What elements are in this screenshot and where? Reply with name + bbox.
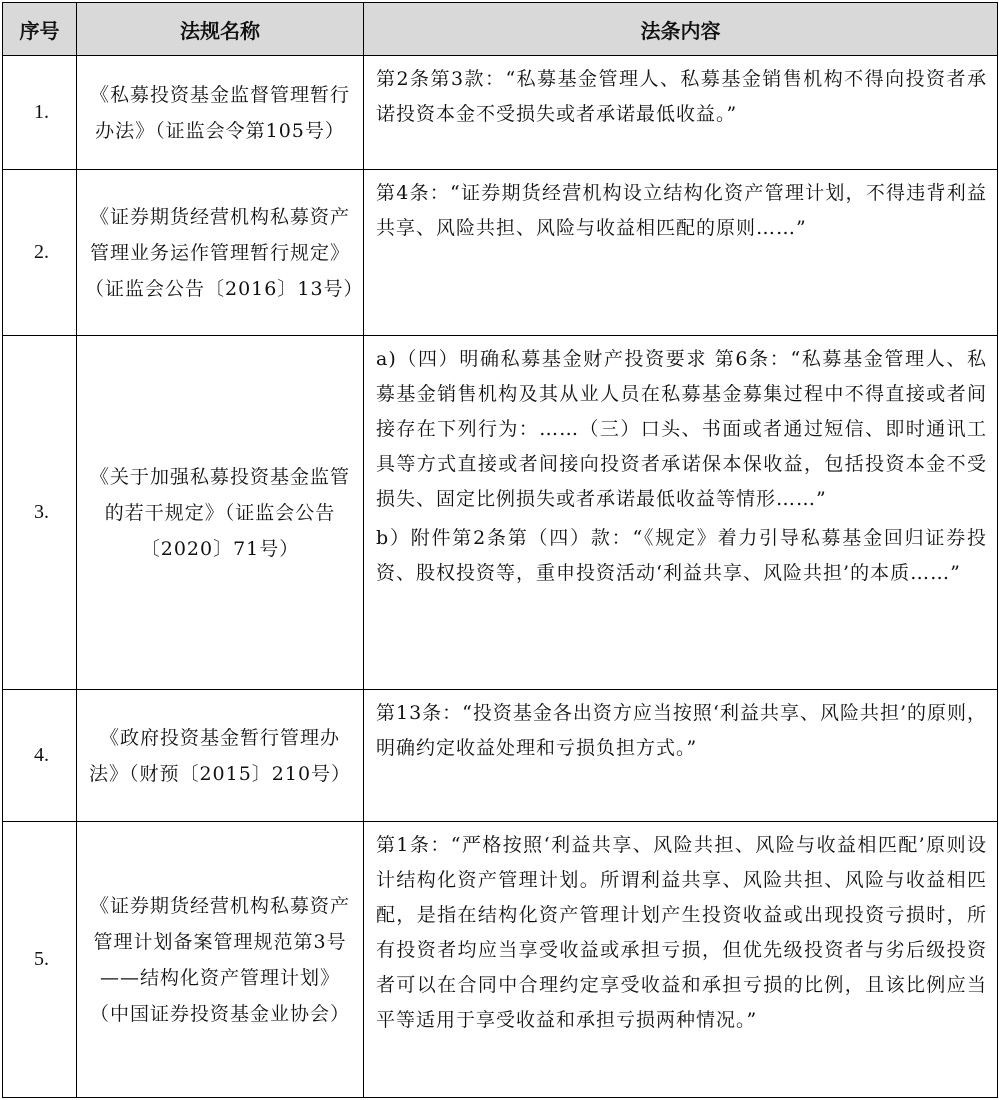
article-paragraph: a)（四）明确私募基金财产投资要求 第6条：“私募基金管理人、私募基金销售机构及其从业人员在私募基金募集过程中不得直接或者间接存在下列行为：……（三）口头、书面或者通过短信、即时通讯工具等方式直接或者间接向投资者承诺保本保收益，包括投资本金不受损失、固定比例损失或者承诺最低收益等情形……” <box>376 348 987 510</box>
regulation-name: 《政府投资基金暂行管理办法》（财预〔2015〕210号） <box>77 690 364 822</box>
article-paragraph: 第13条：“投资基金各出资方应当按照‘利益共享、风险共担’的原则，明确约定收益处理和亏损负担方式。” <box>376 702 987 759</box>
article-content <box>364 690 998 822</box>
header-row <box>3 3 998 56</box>
article-content <box>364 822 998 1098</box>
article-paragraph: b）附件第2条第（四）款：“《规定》着力引导私募基金回归证券投资、股权投资等，重申投资活动‘利益共享、风险共担’的本质……” <box>376 527 987 584</box>
article-paragraph: 第1条：“严格按照‘利益共享、风险共担、风险与收益相匹配’原则设计结构化资产管理计划。所谓利益共享、风险共担、风险与收益相匹配，是指在结构化资产管理计划产生投资收益或出现投资亏损时，所有投资者均应当享受收益或承担亏损，但优先级投资者与劣后级投资者可以在合同中合理约定享受收益和承担亏损的比例，且该比例应当平等适用于享受收益和承担亏损两种情况。” <box>376 834 987 1031</box>
regulation-name: 《证券期货经营机构私募资产管理业务运作管理暂行规定》（证监会公告〔2016〕13号） <box>77 170 364 336</box>
row-number: 4. <box>3 690 77 822</box>
table-row <box>3 170 998 336</box>
article-paragraph: 第4条：“证券期货经营机构设立结构化资产管理计划，不得违背利益共享、风险共担、风险与收益相匹配的原则……” <box>376 182 987 239</box>
header-article-content: 法条内容 <box>364 3 998 56</box>
article-content <box>364 56 998 170</box>
regulation-name: 《关于加强私募投资基金监管的若干规定》（证监会公告〔2020〕71号） <box>77 336 364 690</box>
regulations-table <box>2 2 998 1098</box>
table-row <box>3 56 998 170</box>
header-index: 序号 <box>3 3 77 56</box>
regulation-name: 《私募投资基金监督管理暂行办法》（证监会令第105号） <box>77 56 364 170</box>
table-row <box>3 822 998 1098</box>
article-paragraph: 第2条第3款：“私募基金管理人、私募基金销售机构不得向投资者承诺投资本金不受损失或者承诺最低收益。” <box>376 68 987 125</box>
table-row <box>3 690 998 822</box>
row-number: 3. <box>3 336 77 690</box>
article-content <box>364 170 998 336</box>
header-regulation-name: 法规名称 <box>77 3 364 56</box>
row-number: 1. <box>3 56 77 170</box>
regulation-name: 《证券期货经营机构私募资产管理计划备案管理规范第3号——结构化资产管理计划》（中国证券投资基金业协会） <box>77 822 364 1098</box>
table-row <box>3 336 998 690</box>
article-content <box>364 336 998 690</box>
row-number: 2. <box>3 170 77 336</box>
row-number: 5. <box>3 822 77 1098</box>
